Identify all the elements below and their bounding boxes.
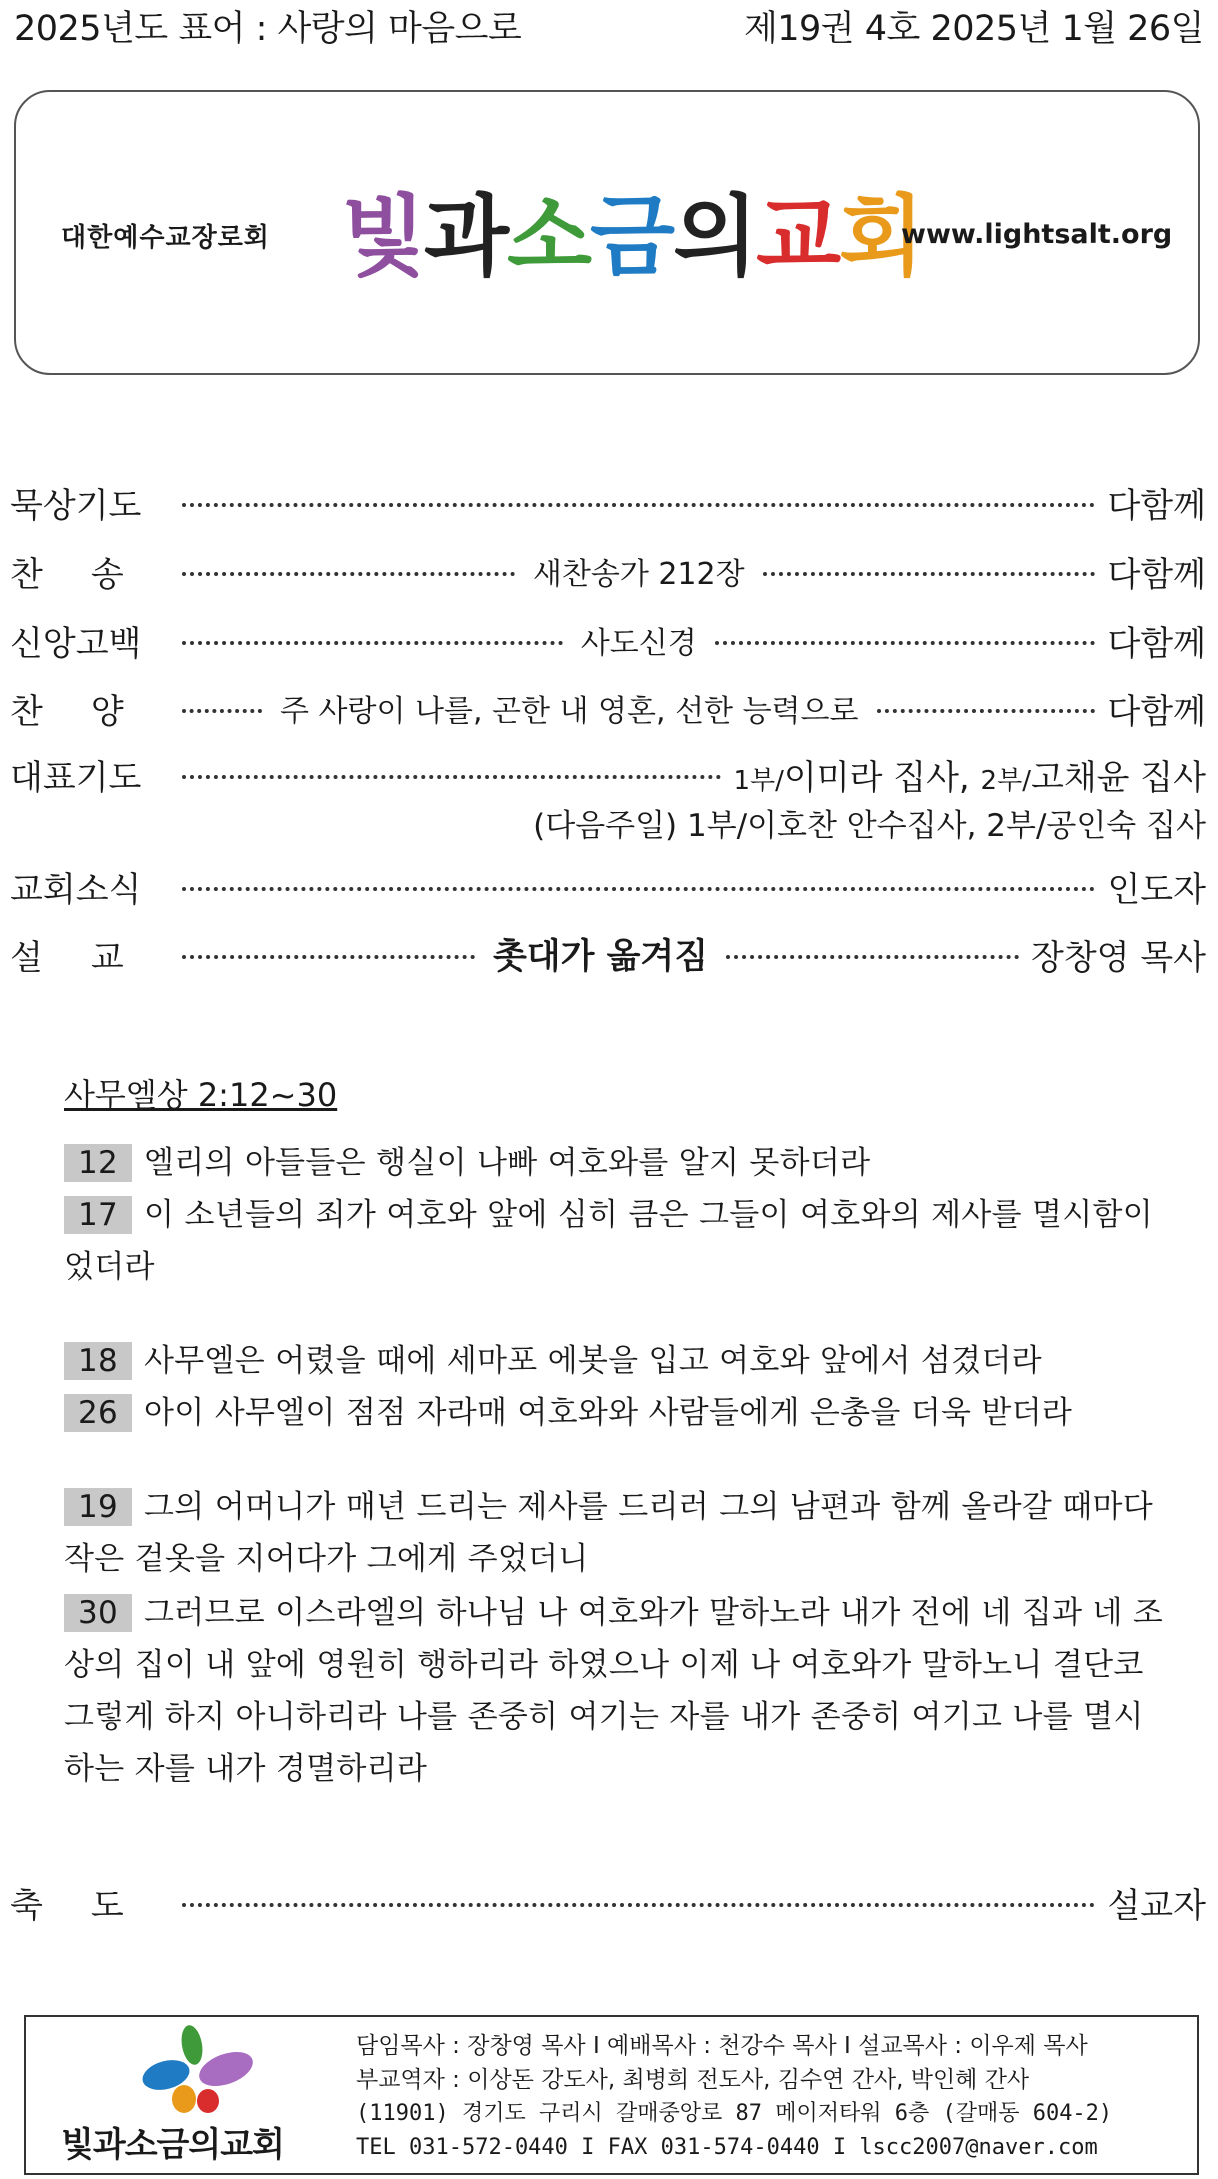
- footer-address: (11901) 경기도 구리시 갈매중앙로 87 메이저타워 6층 (갈매동 604-2): [356, 2101, 1113, 2126]
- order-content: 사도신경: [580, 626, 697, 661]
- verse-text: 그의 어머니가 매년 드리는 제사를 드리러 그의 남편과 함께 올라갈 때마다 작은 겉옷을 지어다가 그에게 주었더니: [64, 1489, 1153, 1577]
- church-flower-logo-icon: [136, 2025, 266, 2115]
- sermon-title: 촛대가 옮겨짐: [492, 937, 709, 977]
- logo-char: 빛: [341, 185, 425, 288]
- verse-text: 사무엘은 어렸을 때에 세마포 에봇을 입고 여호와 앞에서 섬겼더라: [144, 1343, 1042, 1379]
- leader-dots: [182, 955, 475, 959]
- verse-text: 엘리의 아들들은 행실이 나빠 여호와를 알지 못하더라: [144, 1145, 871, 1181]
- order-silent-prayer: [10, 476, 1206, 528]
- verse-text: 그러므로 이스라엘의 하나님 나 여호와가 말하노라 내가 전에 네 집과 네 조상의 집이 내 앞에 영원히 행하리라 하였으나 이제 나 여호와가 말하노니 결단코 그렇게 하지 아니하리라 나를 존중히 여기는 자를 내가 존중히 여기고 나를 멸시하는 자를 내가 경멸하리라: [64, 1595, 1164, 1787]
- scripture-verse: [64, 1189, 1164, 1293]
- order-leader: 다함께: [1107, 485, 1206, 526]
- order-label: 교회소식: [10, 869, 142, 910]
- scripture-verse: [64, 1335, 1164, 1387]
- order-label: 묵상기도: [10, 485, 142, 526]
- church-website-url: www.lightsalt.org: [901, 219, 1173, 250]
- leader-dots: [182, 641, 563, 645]
- church-info-footer: [24, 2015, 1199, 2175]
- scripture-verse: [64, 1481, 1164, 1585]
- bulletin-header: [14, 2, 1204, 50]
- leader-dots: [182, 1903, 1095, 1907]
- order-leader: [733, 750, 1206, 799]
- order-church-news: [10, 860, 1206, 912]
- issue-info: 제19권 4호 2025년 1월 26일: [743, 9, 1204, 49]
- verse-number: 18: [64, 1342, 132, 1380]
- order-leader: 다함께: [1107, 691, 1206, 732]
- year-motto: 2025년도 표어 : 사랑의 마음으로: [14, 9, 522, 49]
- order-label: 찬송: [10, 554, 172, 595]
- scripture-verse: [64, 1587, 1164, 1795]
- verse-number: 26: [64, 1394, 132, 1432]
- order-leader: 다함께: [1107, 623, 1206, 664]
- order-leader: 장창영 목사: [1030, 937, 1207, 978]
- logo-char: 회: [839, 185, 923, 288]
- order-leader: 설교자: [1107, 1885, 1206, 1926]
- scripture-verse: [64, 1137, 1164, 1189]
- prayer-leader-2: 고채윤 집사: [1030, 757, 1206, 798]
- order-representative-prayer: [10, 748, 1206, 800]
- leader-dots: [877, 709, 1096, 713]
- order-label: 신앙고백: [10, 623, 142, 664]
- footer-info: [356, 2029, 1112, 2165]
- order-praise: [10, 682, 1206, 734]
- verse-number: 17: [64, 1196, 132, 1234]
- leader-dots: [182, 887, 1095, 891]
- order-content: 새찬송가 212장: [532, 557, 745, 592]
- order-sermon: [10, 928, 1206, 980]
- order-label: 찬양: [10, 691, 172, 732]
- verse-text: 아이 사무엘이 점점 자라매 여호와와 사람들에게 은총을 더욱 받더라: [144, 1395, 1073, 1431]
- logo-char: 소: [507, 185, 591, 288]
- church-banner: [14, 90, 1200, 375]
- leader-dots: [182, 572, 515, 576]
- leader-dots: [726, 955, 1019, 959]
- denomination-label: 대한예수교장로회: [61, 223, 270, 253]
- leader-dots: [182, 775, 721, 779]
- order-leader: 다함께: [1107, 554, 1206, 595]
- logo-char: 교: [756, 185, 840, 288]
- leader-dots: [182, 503, 1095, 507]
- service-prefix: 1부/: [733, 765, 784, 796]
- order-label: 축도: [10, 1885, 172, 1926]
- order-content: 주 사랑이 나를, 곤한 내 영혼, 선한 능력으로: [280, 694, 859, 729]
- logo-char: 금: [590, 185, 674, 288]
- prayer-leader-1: 이미라 집사,: [783, 757, 970, 798]
- scripture-reference: 사무엘상 2:12~30: [64, 1076, 338, 1114]
- order-creed: [10, 614, 1206, 666]
- logo-char: 과: [424, 185, 508, 288]
- verse-number: 19: [64, 1488, 132, 1526]
- leader-dots: [715, 641, 1096, 645]
- next-week-prayer: (다음주일) 1부/이호찬 안수집사, 2부/공인숙 집사: [533, 808, 1206, 844]
- order-hymn: [10, 545, 1206, 597]
- logo-char: 의: [673, 185, 757, 288]
- service-prefix: 2부/: [980, 765, 1031, 796]
- footer-pastors: 담임목사 : 장창영 목사 I 예배목사 : 천강수 목사 I 설교목사 : 이우제 목사: [356, 2033, 1088, 2059]
- order-label: 설교: [10, 937, 172, 978]
- order-leader: 인도자: [1107, 869, 1206, 910]
- verse-number: 12: [64, 1144, 132, 1182]
- verse-number: 30: [64, 1594, 132, 1632]
- order-benediction: [10, 1876, 1206, 1928]
- footer-contact: TEL 031-572-0440 I FAX 031-574-0440 I lscc2007@naver.com: [356, 2135, 1098, 2160]
- verse-text: 이 소년들의 죄가 여호와 앞에 심히 큼은 그들이 여호와의 제사를 멸시함이었더라: [64, 1197, 1153, 1285]
- footer-church-name: 빛과소금의교회: [61, 2125, 284, 2165]
- footer-staff: 부교역자 : 이상돈 강도사, 최병희 전도사, 김수연 간사, 박인혜 간사: [356, 2067, 1030, 2093]
- scripture-verse: [64, 1387, 1164, 1439]
- leader-dots: [763, 572, 1096, 576]
- church-logo-text: [341, 187, 922, 287]
- leader-dots: [182, 709, 262, 713]
- order-label: 대표기도: [10, 757, 142, 798]
